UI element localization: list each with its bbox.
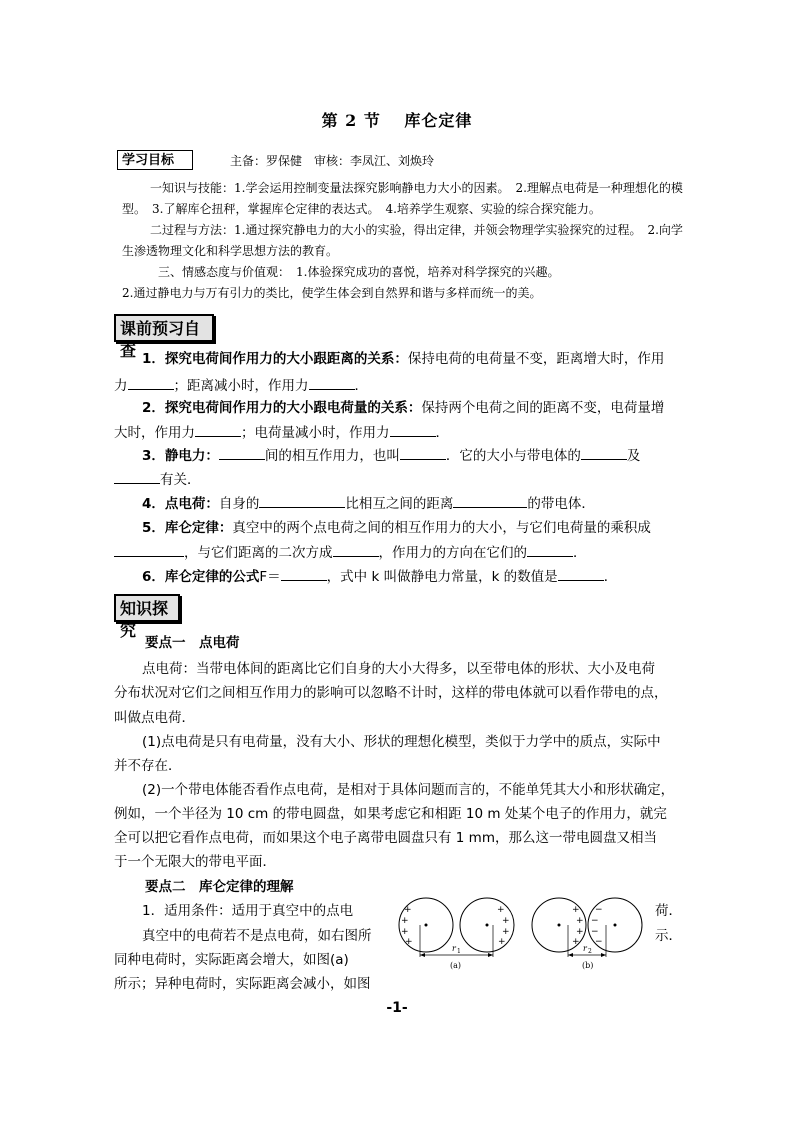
paragraph: (1)点电荷是只有电荷量，没有大小、形状的理想化模型，类似于力学中的质点，实际中 xyxy=(142,734,661,750)
objectives-meta: 主备：罗保健 审核：李凤江、刘焕玲 xyxy=(230,154,435,168)
section-title: 库仑定律 xyxy=(404,111,473,130)
q6-text: ，式中 k 叫做静电力常量，k 的数值是 xyxy=(326,569,558,585)
answer-blank[interactable] xyxy=(581,445,627,460)
paragraph: 所示；异种电荷时，实际距离会减小，如图 xyxy=(114,976,371,992)
preview-q2 xyxy=(114,395,684,422)
plus-sign: + xyxy=(576,927,584,937)
q2-text: 保持两个电荷之间的距离不变，电荷量增 xyxy=(421,400,665,416)
plus-sign: + xyxy=(498,937,506,947)
answer-blank[interactable] xyxy=(195,422,241,437)
q1-text: ；距离减小时，作用力 xyxy=(173,378,309,394)
q3-label: 3．静电力： xyxy=(142,448,219,464)
figure-b-caption: (b) xyxy=(582,961,594,970)
q3-text: 间的相互作用力，也叫 xyxy=(264,448,400,464)
q1-text: ． xyxy=(354,378,368,394)
answer-blank[interactable] xyxy=(453,493,527,508)
objectives-label: 学习目标 xyxy=(117,150,193,170)
objective-line: 二过程与方法：1.通过探究静电力的大小的实验，得出定律，并领会物理学实验探究的过程。 2.向学 xyxy=(150,223,683,237)
paragraph: 荷． xyxy=(655,903,682,919)
q6-text: F＝ xyxy=(259,569,281,585)
answer-blank[interactable] xyxy=(527,542,573,557)
preview-q3-cont xyxy=(114,467,684,494)
figure-a-caption: (a) xyxy=(450,961,462,970)
q5-text: ，与它们距离的二次方成 xyxy=(184,545,333,561)
q4-label: 4．点电荷： xyxy=(142,496,219,512)
objective-line: 三、情感态度与价值观： 1.体验探究成功的喜悦，培养对科学探究的兴趣。 xyxy=(158,265,560,279)
r2-label: r xyxy=(583,944,587,953)
answer-blank[interactable] xyxy=(281,566,327,581)
section-number: 第 2 节 xyxy=(321,111,381,130)
paragraph: (2)一个带电体能否看作点电荷，是相对于具体问题而言的，不能单凭其大小和形状确定， xyxy=(142,782,675,798)
answer-blank[interactable] xyxy=(128,375,174,390)
q1-text: 力 xyxy=(114,378,128,394)
q3-text: ．它的大小与带电体的 xyxy=(445,448,581,464)
paragraph: 于一个无限大的带电平面． xyxy=(114,854,276,870)
plus-sign: + xyxy=(401,916,409,926)
q3-text: 有关． xyxy=(160,472,201,488)
preview-q5-cont xyxy=(114,540,684,567)
point2-title: 要点二 库仑定律的理解 xyxy=(145,879,294,895)
plus-sign: + xyxy=(576,916,584,926)
preview-header: 课前预习自查 xyxy=(114,314,214,342)
q6-label: 6．库仑定律的公式 xyxy=(142,569,260,585)
paragraph: 同种电荷时，实际距离会增大，如图(a) xyxy=(114,952,349,968)
q4-text: 的带电体． xyxy=(527,496,595,512)
r1-subscript: 1 xyxy=(457,948,461,955)
q3-text: 及 xyxy=(626,448,641,464)
minus-sign: − xyxy=(595,937,603,947)
minus-sign: − xyxy=(591,916,599,926)
paragraph: 例如，一个半径为 10 cm 的带电圆盘，如果考虑它和相距 10 m 处某个电子的作用力，就完 xyxy=(114,806,667,822)
preview-q5 xyxy=(114,515,684,542)
r1-label: r xyxy=(452,944,456,953)
answer-blank[interactable] xyxy=(309,375,355,390)
paragraph: 示． xyxy=(655,928,682,944)
objective-line: 生渗透物理文化和科学思想方法的教育。 xyxy=(122,244,339,258)
preview-q6 xyxy=(114,564,684,591)
plus-sign: + xyxy=(405,937,413,947)
objective-line: 2.通过静电力与万有引力的类比，使学生体会到自然界和谐与多样而统一的美。 xyxy=(122,286,542,300)
plus-sign: + xyxy=(502,927,510,937)
q6-text: ． xyxy=(603,569,618,585)
q1-label: 1．探究电荷间作用力的大小跟距离的关系： xyxy=(142,351,408,367)
point1-title: 要点一 点电荷 xyxy=(145,635,240,651)
paragraph: 全可以把它看作点电荷，而如果这个电子离带电圆盘只有 1 mm，那么这一带电圆盘又相当 xyxy=(114,830,657,846)
page-number: -1- xyxy=(386,1000,408,1016)
charge-distribution-figure xyxy=(398,895,648,985)
answer-blank[interactable] xyxy=(333,542,379,557)
paragraph: 真空中的电荷若不是点电荷，如右图所 xyxy=(142,928,372,944)
plus-sign: + xyxy=(572,937,580,947)
paragraph: 并不存在． xyxy=(114,758,182,774)
objective-line: 一知识与技能：1.学会运用控制变量法探究影响静电力大小的因素。 2.理解点电荷是一种理想化的模 xyxy=(150,181,683,195)
q4-text: 比相互之间的距离 xyxy=(345,496,454,512)
q2-text: ． xyxy=(435,425,449,441)
page-title xyxy=(0,108,794,131)
q2-label: 2．探究电荷间作用力的大小跟电荷量的关系： xyxy=(142,400,422,416)
preview-q1 xyxy=(114,346,684,373)
answer-blank[interactable] xyxy=(400,445,446,460)
preview-q4 xyxy=(114,491,684,518)
answer-blank[interactable] xyxy=(390,422,436,437)
answer-blank[interactable] xyxy=(114,469,160,484)
paragraph: 点电荷：当带电体间的距离比它们自身的大小大得多，以至带电体的形状、大小及电荷 xyxy=(142,661,655,677)
q5-label: 5．库仑定律： xyxy=(142,520,233,536)
paragraph: 叫做点电荷． xyxy=(114,710,195,726)
answer-blank[interactable] xyxy=(114,542,184,557)
plus-sign: + xyxy=(502,916,510,926)
q2-text: 大时，作用力 xyxy=(114,425,195,441)
plus-sign: + xyxy=(572,905,580,915)
plus-sign: + xyxy=(401,927,409,937)
minus-sign: − xyxy=(591,927,599,937)
preview-q3 xyxy=(114,443,684,470)
q4-text: 自身的 xyxy=(218,496,260,512)
knowledge-header: 知识探究 xyxy=(114,594,180,622)
answer-blank[interactable] xyxy=(219,445,265,460)
q5-text: ． xyxy=(573,545,587,561)
objective-line: 型。 3.了解库仑扭秤，掌握库仑定律的表达式。 4.培养学生观察、实验的综合探究能力。 xyxy=(122,202,601,216)
r2-subscript: 2 xyxy=(588,948,592,955)
answer-blank[interactable] xyxy=(259,493,345,508)
q5-text: 真空中的两个点电荷之间的相互作用力的大小，与它们电荷量的乘积成 xyxy=(232,520,651,536)
plus-sign: + xyxy=(404,905,412,915)
paragraph: 1．适用条件：适用于真空中的点电 xyxy=(142,903,354,919)
q1-text: 保持电荷的电荷量不变，距离增大时，作用 xyxy=(407,351,665,367)
answer-blank[interactable] xyxy=(558,566,604,581)
q2-text: ；电荷量减小时，作用力 xyxy=(241,425,390,441)
plus-sign: + xyxy=(497,905,505,915)
q5-text: ，作用力的方向在它们的 xyxy=(378,545,527,561)
paragraph: 分布状况对它们之间相互作用力的影响可以忽略不计时，这样的带电体就可以看作带电的点， xyxy=(114,685,668,701)
minus-sign: − xyxy=(595,905,603,915)
